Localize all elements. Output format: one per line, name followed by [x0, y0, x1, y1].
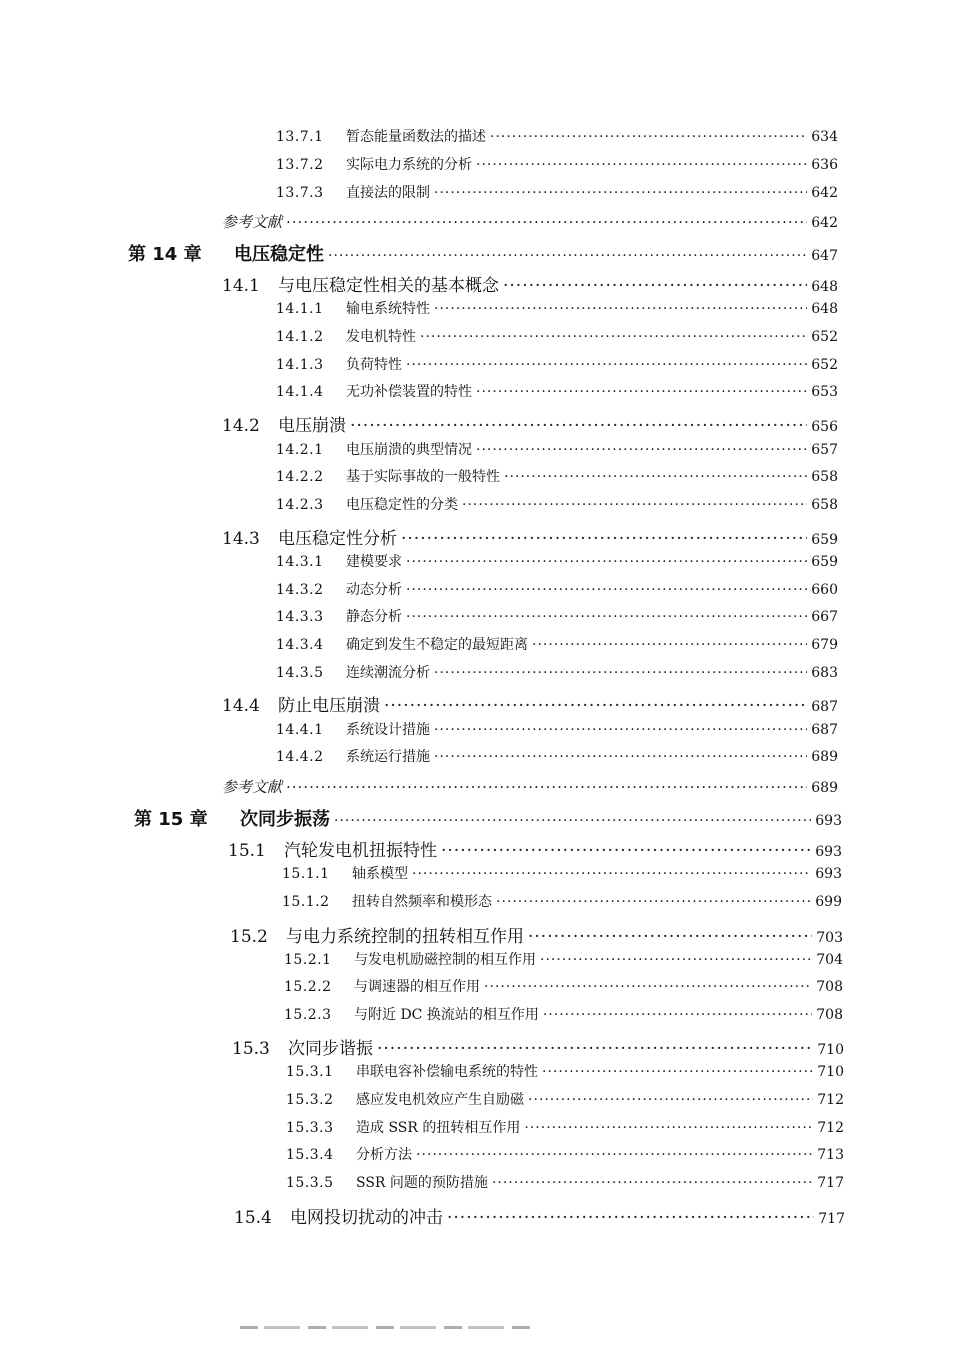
toc-entry-level-2 — [222, 524, 838, 549]
toc-entry-title: 参考文献 — [222, 213, 283, 231]
toc-entry-page: 712 — [817, 1120, 844, 1136]
toc-entry-page: 693 — [815, 844, 842, 860]
toc-entry-level-3 — [284, 949, 843, 969]
toc-entry-page: 710 — [817, 1064, 844, 1080]
toc-entry-title: 感应发电机效应产生自励磁 — [356, 1092, 524, 1108]
toc-entry-number: 14.2.1 — [276, 442, 324, 458]
toc-entry-page: 648 — [811, 279, 838, 295]
dot-leader — [543, 1007, 812, 1023]
toc-entry-page: 710 — [817, 1042, 844, 1058]
toc-entry-title: 静态分析 — [346, 609, 402, 625]
toc-entry-title: 连续潮流分析 — [346, 665, 430, 681]
toc-entry-page: 717 — [818, 1211, 845, 1227]
toc-entry-level-3 — [276, 606, 838, 626]
dot-leader — [528, 927, 812, 947]
toc-entry-number: 13.7.1 — [276, 129, 324, 145]
dot-leader — [496, 894, 811, 910]
toc-entry-number: 14.3.4 — [276, 637, 324, 653]
toc-entry-page: 687 — [811, 722, 838, 738]
toc-entry-page: 659 — [811, 532, 838, 548]
toc-entry-title: 分析方法 — [356, 1147, 412, 1163]
toc-entry-level-3 — [276, 326, 838, 346]
toc-entry-page: 717 — [817, 1175, 844, 1191]
toc-entry-number: 14.1.4 — [276, 384, 324, 400]
dot-leader — [434, 301, 807, 317]
toc-entry-page: 693 — [815, 813, 842, 829]
toc-entry-page: 652 — [811, 357, 838, 373]
toc-entry-level-3 — [276, 354, 838, 374]
toc-entry-number: 14.3.1 — [276, 554, 324, 570]
toc-entry-title: 确定到发生不稳定的最短距离 — [346, 637, 528, 653]
toc-entry-page: 648 — [811, 301, 838, 317]
toc-entry-level-2 — [230, 922, 843, 947]
dot-leader — [447, 1208, 814, 1228]
toc-entry-number: 14.3.2 — [276, 582, 324, 598]
dot-leader — [476, 384, 807, 400]
toc-entry-level-2 — [234, 1203, 845, 1228]
toc-entry-number: 15.3.3 — [286, 1120, 334, 1136]
toc-entry-number: 15.2.3 — [284, 1007, 332, 1023]
toc-entry-page: 634 — [811, 129, 838, 145]
toc-entry-title: 暂态能量函数法的描述 — [346, 129, 486, 145]
toc-entry-page: 708 — [816, 1007, 843, 1023]
dot-leader — [542, 1064, 813, 1080]
toc-entry-title: 与附近 DC 换流站的相互作用 — [354, 1007, 539, 1023]
toc-entry-number: 13.7.3 — [276, 185, 324, 201]
dot-leader — [412, 866, 811, 882]
toc-entry-title: 汽轮发电机扭振特性 — [284, 841, 437, 861]
toc-entry-page: 656 — [811, 419, 838, 435]
dot-leader — [462, 497, 807, 513]
toc-entry-level-3 — [276, 381, 838, 401]
toc-entry-number: 15.2.2 — [284, 979, 332, 995]
toc-references-entry — [222, 211, 838, 232]
dot-leader — [434, 185, 807, 201]
toc-entry-number: 15.3.4 — [286, 1147, 334, 1163]
toc-entry-title: 系统运行措施 — [346, 749, 430, 765]
dot-leader — [334, 813, 811, 829]
dot-leader — [504, 469, 807, 485]
dot-leader — [441, 841, 811, 861]
toc-entry-number: 14.3.5 — [276, 665, 324, 681]
toc-entry-level-3 — [286, 1144, 844, 1164]
toc-entry-title: 无功补偿装置的特性 — [346, 384, 472, 400]
toc-entry-number: 15.3.1 — [286, 1064, 334, 1080]
toc-entry-page: 658 — [811, 469, 838, 485]
toc-entry-level-3 — [286, 1172, 844, 1192]
toc-entry-level-3 — [286, 1117, 844, 1137]
dot-leader — [434, 749, 807, 765]
toc-entry-page: 653 — [811, 384, 838, 400]
toc-entry-title: 与发电机励磁控制的相互作用 — [354, 952, 536, 968]
dot-leader — [384, 696, 807, 716]
toc-entry-level-3 — [286, 1089, 844, 1109]
toc-entry-title: 串联电容补偿输电系统的特性 — [356, 1064, 538, 1080]
toc-entry-level-3 — [276, 746, 838, 766]
toc-entry-page: 642 — [811, 215, 838, 231]
toc-entry-title: 与电力系统控制的扭转相互作用 — [286, 927, 524, 947]
toc-entry-title: 电压稳定性 — [234, 244, 324, 265]
toc-entry-number: 15.1.2 — [282, 894, 330, 910]
toc-entry-title: 与调速器的相互作用 — [354, 979, 480, 995]
toc-entry-number: 15.2.1 — [284, 952, 332, 968]
toc-entry-level-3 — [276, 634, 838, 654]
toc-entry-level-3 — [284, 976, 843, 996]
dot-leader — [484, 979, 812, 995]
toc-entry-number: 15.3.5 — [286, 1175, 334, 1191]
toc-entry-title: 参考文献 — [222, 778, 283, 796]
toc-entry-page: 660 — [811, 582, 838, 598]
toc-entry-title: 电网投切扰动的冲击 — [290, 1208, 443, 1228]
dot-leader — [350, 416, 807, 436]
dot-leader — [476, 157, 807, 173]
toc-entry-number: 15.4 — [234, 1208, 272, 1228]
toc-entry-page: 683 — [811, 665, 838, 681]
toc-entry-title: 输电系统特性 — [346, 301, 430, 317]
toc-entry-number: 14.1 — [222, 276, 260, 296]
dot-leader — [416, 1147, 813, 1163]
toc-entry-level-3 — [276, 662, 838, 682]
toc-entry-number: 14.1.3 — [276, 357, 324, 373]
dot-leader — [328, 248, 807, 264]
footer-scan-artifact — [240, 1326, 530, 1329]
toc-entry-title: 基于实际事故的一般特性 — [346, 469, 500, 485]
toc-entry-page: 713 — [817, 1147, 844, 1163]
toc-entry-page: 687 — [811, 699, 838, 715]
toc-entry-level-1 — [128, 240, 838, 266]
dot-leader — [406, 609, 807, 625]
toc-entry-title: 电压稳定性的分类 — [346, 497, 458, 513]
toc-entry-level-1 — [134, 805, 842, 831]
toc-entry-page: 658 — [811, 497, 838, 513]
dot-leader — [286, 213, 807, 231]
dot-leader — [434, 722, 807, 738]
toc-entry-number: 13.7.2 — [276, 157, 324, 173]
toc-entry-page: 704 — [816, 952, 843, 968]
toc-entry-level-3 — [276, 439, 838, 459]
dot-leader — [532, 637, 807, 653]
dot-leader — [528, 1092, 813, 1108]
toc-entry-number: 第 15 章 — [134, 809, 208, 830]
toc-entry-page: 712 — [817, 1092, 844, 1108]
toc-entry-number: 15.2 — [230, 927, 268, 947]
toc-entry-title: 次同步振荡 — [240, 809, 330, 830]
toc-entry-level-3 — [276, 551, 838, 571]
toc-entry-page: 659 — [811, 554, 838, 570]
dot-leader — [406, 554, 807, 570]
toc-entry-number: 14.1.1 — [276, 301, 324, 317]
toc-entry-level-3 — [276, 494, 838, 514]
dot-leader — [420, 329, 807, 345]
toc-entry-title: 轴系模型 — [352, 866, 408, 882]
toc-entry-title: 动态分析 — [346, 582, 402, 598]
dot-leader — [401, 529, 807, 549]
toc-entry-title: 实际电力系统的分析 — [346, 157, 472, 173]
dot-leader — [503, 276, 807, 296]
toc-entry-number: 15.1.1 — [282, 866, 330, 882]
toc-entry-level-3 — [276, 719, 838, 739]
toc-entry-page: 647 — [811, 248, 838, 264]
dot-leader — [406, 582, 807, 598]
toc-entry-number: 14.2.2 — [276, 469, 324, 485]
dot-leader — [286, 778, 807, 796]
toc-entry-number: 15.3.2 — [286, 1092, 334, 1108]
toc-entry-level-3 — [276, 579, 838, 599]
toc-entry-number: 14.4.1 — [276, 722, 324, 738]
toc-entry-level-3 — [276, 466, 838, 486]
toc-entry-title: 发电机特性 — [346, 329, 416, 345]
toc-entry-title: 造成 SSR 的扭转相互作用 — [356, 1120, 521, 1136]
dot-leader — [476, 442, 807, 458]
toc-entry-level-3 — [286, 1061, 844, 1081]
dot-leader — [490, 129, 807, 145]
toc-entry-level-3 — [276, 182, 838, 202]
toc-entry-level-3 — [282, 891, 842, 911]
toc-entry-number: 14.2.3 — [276, 497, 324, 513]
toc-entry-page: 693 — [815, 866, 842, 882]
dot-leader — [492, 1175, 813, 1191]
toc-entry-title: 防止电压崩溃 — [278, 696, 380, 716]
toc-entry-title: 直接法的限制 — [346, 185, 430, 201]
toc-entry-number: 14.2 — [222, 416, 260, 436]
toc-entry-number: 14.4 — [222, 696, 260, 716]
toc-entry-number: 14.4.2 — [276, 749, 324, 765]
toc-entry-title: SSR 问题的预防措施 — [356, 1175, 488, 1191]
toc-entry-level-2 — [228, 836, 842, 861]
toc-references-entry — [222, 776, 838, 797]
toc-entry-page: 703 — [816, 930, 843, 946]
toc-entry-number: 14.1.2 — [276, 329, 324, 345]
toc-entry-page: 652 — [811, 329, 838, 345]
dot-leader — [434, 665, 807, 681]
toc-entry-level-3 — [282, 863, 842, 883]
toc-entry-page: 679 — [811, 637, 838, 653]
toc-entry-title: 电压崩溃 — [278, 416, 346, 436]
toc-entry-number: 14.3.3 — [276, 609, 324, 625]
toc-entry-number: 第 14 章 — [128, 244, 202, 265]
toc-entry-level-2 — [222, 691, 838, 716]
toc-entry-page: 642 — [811, 185, 838, 201]
toc-entry-page: 689 — [811, 780, 838, 796]
dot-leader — [524, 1120, 813, 1136]
toc-entry-level-3 — [284, 1004, 843, 1024]
toc-entry-level-3 — [276, 126, 838, 146]
toc-entry-page: 708 — [816, 979, 843, 995]
toc-entry-page: 667 — [811, 609, 838, 625]
toc-entry-title: 负荷特性 — [346, 357, 402, 373]
toc-entry-level-3 — [276, 298, 838, 318]
toc-entry-page: 636 — [811, 157, 838, 173]
toc-entry-level-2 — [222, 271, 838, 296]
toc-entry-title: 建模要求 — [346, 554, 402, 570]
toc-entry-title: 系统设计措施 — [346, 722, 430, 738]
toc-entry-title: 扭转自然频率和模形态 — [352, 894, 492, 910]
toc-entry-number: 14.3 — [222, 529, 260, 549]
toc-entry-title: 次同步谐振 — [288, 1039, 373, 1059]
toc-entry-page: 699 — [815, 894, 842, 910]
toc-entry-number: 15.3 — [232, 1039, 270, 1059]
toc-entry-title: 电压崩溃的典型情况 — [346, 442, 472, 458]
toc-entry-title: 电压稳定性分析 — [278, 529, 397, 549]
toc-entry-page: 689 — [811, 749, 838, 765]
toc-entry-level-2 — [222, 411, 838, 436]
toc-entry-level-2 — [232, 1034, 844, 1059]
dot-leader — [540, 952, 812, 968]
dot-leader — [377, 1039, 813, 1059]
dot-leader — [406, 357, 807, 373]
toc-entry-number: 15.1 — [228, 841, 266, 861]
toc-entry-title: 与电压稳定性相关的基本概念 — [278, 276, 499, 296]
toc-entry-page: 657 — [811, 442, 838, 458]
toc-entry-level-3 — [276, 154, 838, 174]
